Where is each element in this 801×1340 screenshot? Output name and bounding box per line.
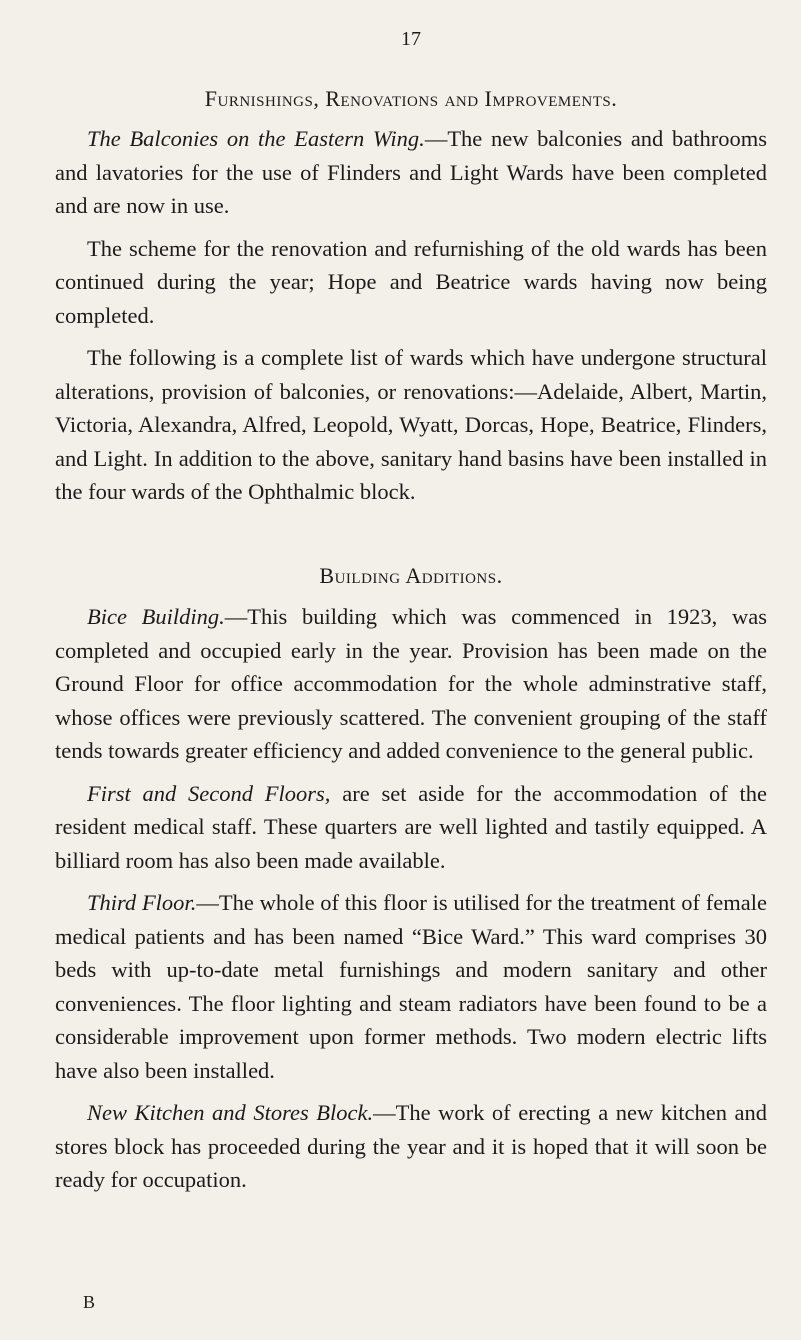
paragraph-text: are set aside for the accommodation of the resident medical staff. These quarters are well lighted and tastily equipped. A billiard room has also been made available.: [55, 780, 767, 873]
paragraph-text: —The new balconies and bathrooms and lavatories for the use of Flinders and Light Wards have been completed and are now in use.: [55, 126, 767, 218]
paragraph-text: —This building which was commenced in 1923, was completed and occupied early in the year. Provision has been made on the Ground Floor for office accommodation for the whole adminstrative staff, whose offices were previously scattered. The convenient grouping of the staff tends towards greater efficiency and added convenience to the general public.: [55, 604, 767, 763]
paragraph-text: The scheme for the renovation and refurnishing of the old wards has been continued during the year; Hope and Beatrice wards having now being completed.: [55, 235, 767, 328]
paragraph-renovation-scheme: [55, 232, 767, 333]
paragraph-kitchen-stores: [55, 1096, 767, 1197]
paragraph-first-second-floors: [55, 777, 767, 878]
signature-mark: B: [83, 1292, 96, 1312]
section-body-furnishings: [55, 122, 767, 509]
paragraph-text: —The work of erecting a new kitchen and stores block has proceeded during the year and it is hoped that it will soon be ready for occupation.: [55, 1100, 767, 1192]
paragraph-lead: New Kitchen and Stores Block.: [87, 1100, 374, 1125]
section-heading-building-additions: Building Additions.: [319, 563, 503, 588]
paragraph-lead: Third Floor.: [87, 890, 197, 915]
page-number: 17: [401, 28, 421, 50]
document-page: [55, 0, 767, 1340]
paragraph-third-floor: [55, 886, 767, 1087]
paragraph-lead: The Balconies on the Eastern Wing.: [87, 126, 425, 151]
section-body-building-additions: [55, 600, 767, 1197]
paragraph-lead: First and Second Floors,: [87, 780, 331, 806]
section-heading-furnishings: Furnishings, Renovations and Improvements.: [204, 86, 618, 111]
paragraph-text: The following is a complete list of wards which have undergone structural alterations, provision of balconies, or renovations:—Adelaide, Albert, Martin, Victoria, Alexandra, Alfred, Leopold, Wyatt, Dorcas, Hope, Beatrice, Flinders, and Light. In addition to the above, sanitary hand basins have been installed in the four wards of the Ophthalmic block.: [55, 345, 767, 504]
paragraph-balconies: [55, 122, 767, 223]
paragraph-bice-building: [55, 600, 767, 768]
paragraph-text: —The whole of this floor is utilised for the treatment of female medical patients and has been named “Bice Ward.” This ward comprises 30 beds with up-to-date metal furnishings and modern sanitary and other conveniences. The floor lighting and steam radiators have been found to be a considerable improvement upon former methods. Two modern electric lifts have also been installed.: [55, 890, 767, 1083]
paragraph-lead: Bice Building.: [87, 604, 225, 629]
paragraph-ward-list: [55, 341, 767, 509]
